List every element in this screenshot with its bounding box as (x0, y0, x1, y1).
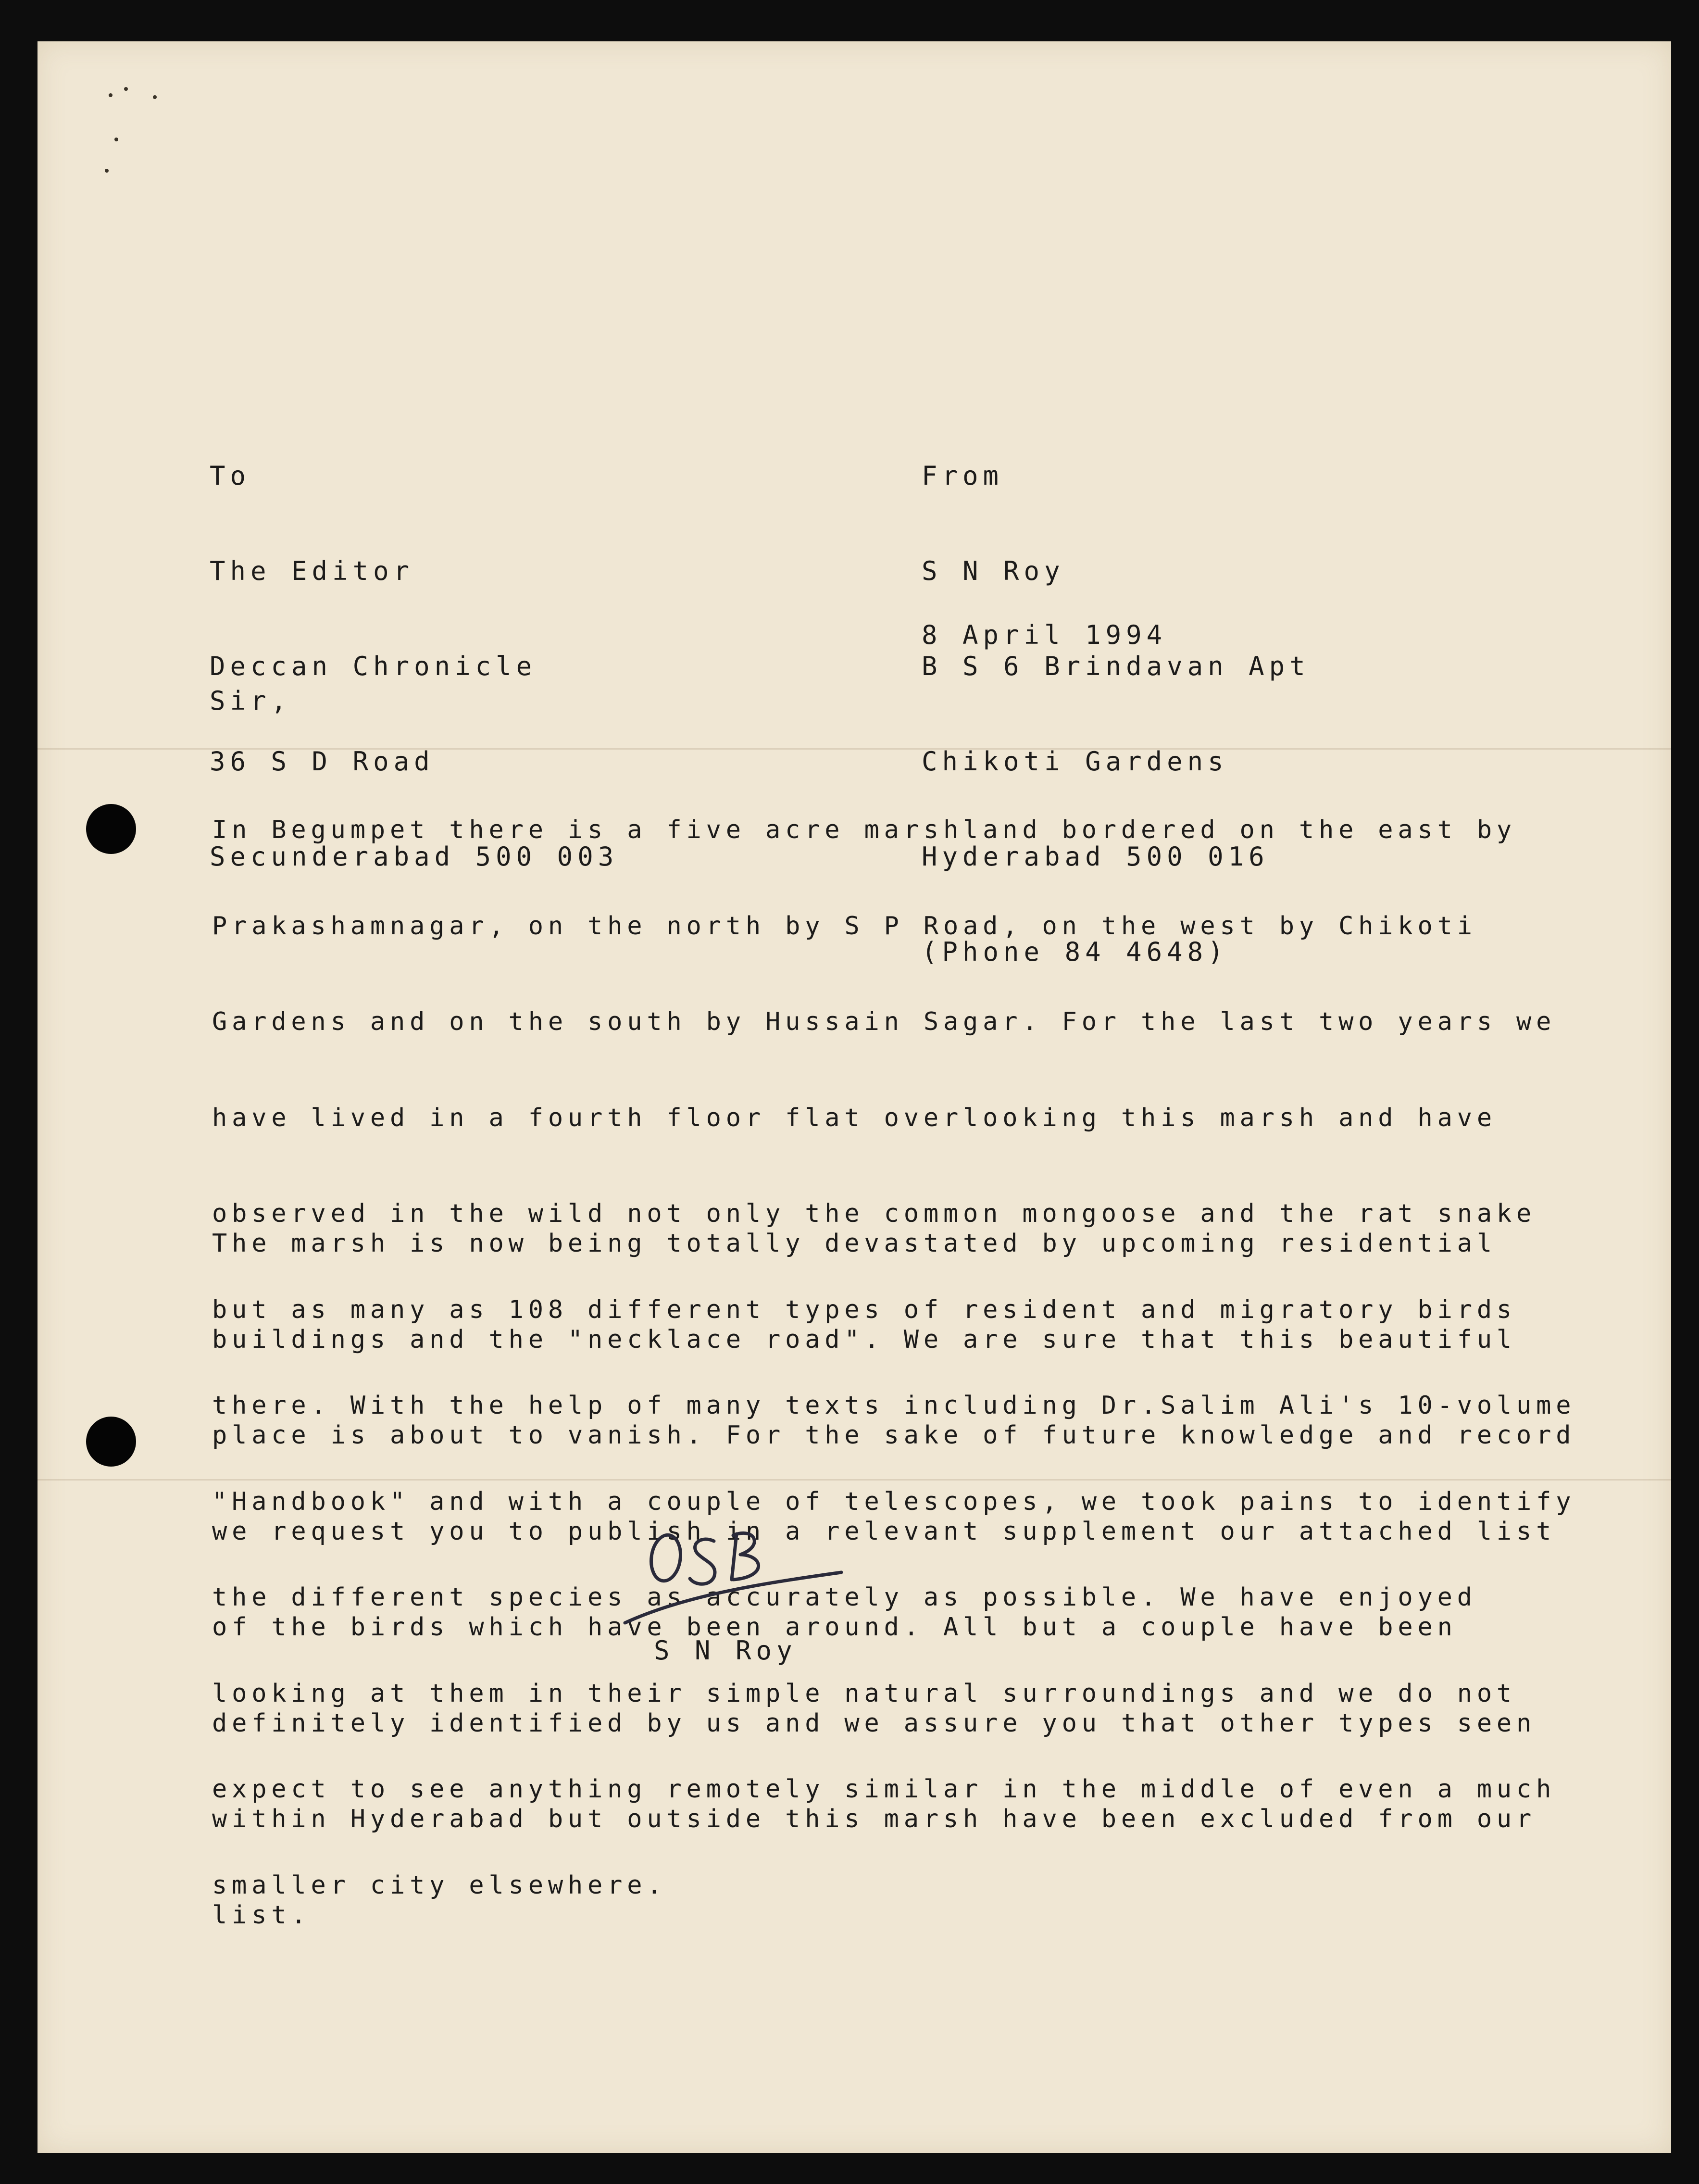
sender-heading: From (922, 461, 1004, 491)
staple-mark (105, 169, 109, 173)
recipient-line: 36 S D Road (210, 746, 435, 777)
text-line: within Hyderabad but outside this marsh have been excluded from our (212, 1805, 1537, 1833)
recipient-line: Deccan Chronicle (210, 651, 537, 681)
text-line: expect to see anything remotely similar in the middle of even a much (212, 1775, 1556, 1804)
text-line: looking at them in their simple natural surroundings and we do not (212, 1679, 1517, 1708)
sender-line: B S 6 Brindavan Apt (922, 651, 1310, 681)
text-line: Gardens and on the south by Hussain Sagar. For the last two years we (212, 1007, 1556, 1036)
text-line: list. (212, 1900, 311, 1930)
staple-mark (124, 87, 128, 91)
text-line: have lived in a fourth floor flat overlooking this marsh and have (212, 1103, 1497, 1132)
salutation: Sir, (210, 686, 292, 716)
text-line: The marsh is now being totally devastated by upcoming residential (212, 1229, 1497, 1258)
staple-mark (114, 138, 118, 141)
letter-date: 8 April 1994 (922, 620, 1167, 650)
sender-line: (Phone 84 4648) (922, 937, 1228, 967)
sender-line: Chikoti Gardens (922, 746, 1228, 777)
text-line: In Begumpet there is a five acre marshland bordered on the east by (212, 816, 1517, 844)
sender-line: S N Roy (922, 556, 1065, 586)
punch-hole (86, 1417, 136, 1467)
staple-mark (109, 93, 112, 97)
text-line: we request you to publish in a relevant supplement our attached list (212, 1517, 1556, 1546)
paragraph-2 (212, 1164, 1575, 1963)
text-line: but as many as 108 different types of resident and migratory birds (212, 1295, 1517, 1324)
text-line: smaller city elsewhere. (212, 1870, 667, 1900)
text-line: observed in the wild not only the common mongoose and the rat snake (212, 1199, 1537, 1228)
text-line: buildings and the "necklace road". We are sure that this beautiful (212, 1325, 1517, 1354)
recipient-line: Secunderabad 500 003 (210, 841, 619, 872)
punch-hole (86, 804, 136, 854)
text-line: definitely identified by us and we assure you that other types seen (212, 1708, 1537, 1738)
sender-line: Hyderabad 500 016 (922, 841, 1269, 872)
typed-signature-name: S N Roy (654, 1635, 797, 1666)
recipient-heading: To (210, 461, 251, 491)
text-line: place is about to vanish. For the sake of future knowledge and record (212, 1421, 1576, 1450)
staple-mark (153, 95, 157, 99)
handwritten-signature (611, 1507, 861, 1632)
recipient-line: The Editor (210, 556, 414, 586)
text-line: "Handbook" and with a couple of telescopes, we took pains to identify (212, 1487, 1576, 1516)
text-line: there. With the help of many texts including Dr.Salim Ali's 10-volume (212, 1391, 1576, 1420)
text-line: of the birds which have been around. All but a couple have been (212, 1613, 1457, 1642)
text-line: Prakashamnagar, on the north by S P Road, on the west by Chikoti (212, 911, 1477, 941)
text-line: the different species as accurately as possible. We have enjoyed (212, 1583, 1477, 1612)
